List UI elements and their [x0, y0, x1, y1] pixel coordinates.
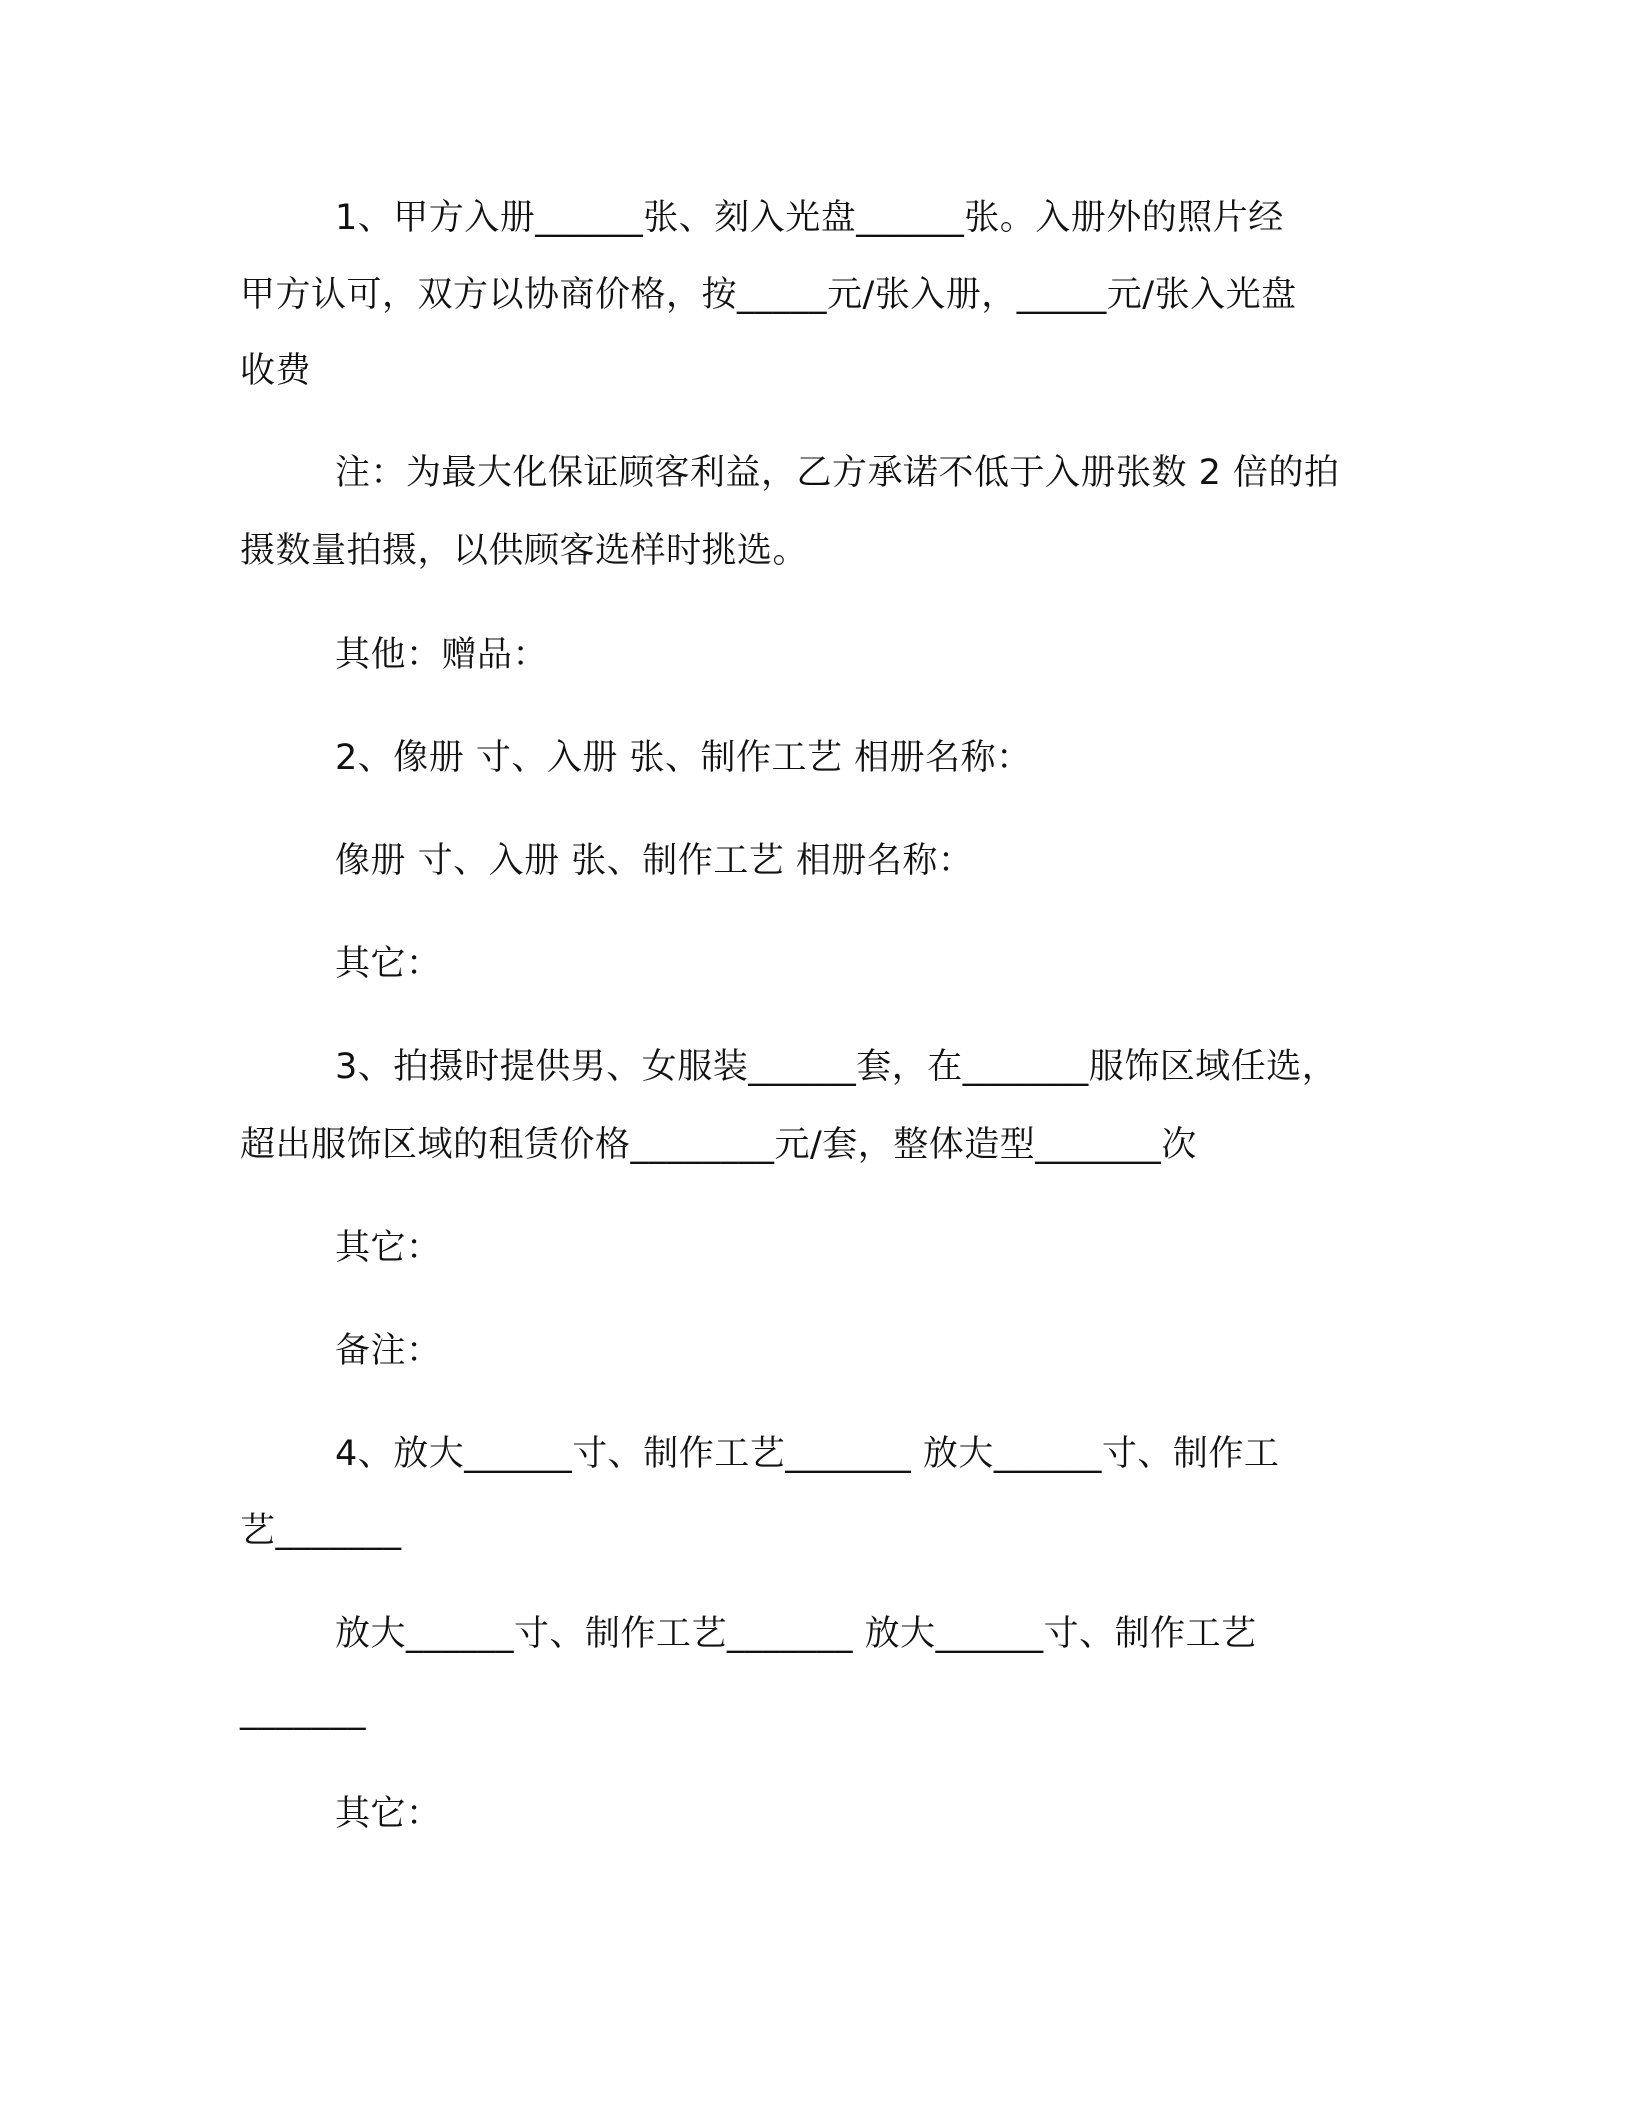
clause-1-line-3: 收费: [240, 351, 312, 391]
clause-4-line-4: _______: [240, 1691, 366, 1731]
clause-1-line-1: 1、甲方入册______张、刻入光盘______张。入册外的照片经: [335, 198, 1284, 238]
note-line-1: 注：为最大化保证顾客利益，乙方承诺不低于入册张数 2 倍的拍: [335, 453, 1340, 493]
clause-4-other: 其它：: [335, 1794, 442, 1834]
clause-4-line-2: 艺_______: [240, 1511, 402, 1551]
clause-4-line-3: 放大______寸、制作工艺_______ 放大______寸、制作工艺: [335, 1614, 1257, 1654]
note-line-2: 摄数量拍摄，以供顾客选样时挑选。: [240, 531, 809, 571]
clause-3-other: 其它：: [335, 1228, 442, 1268]
clause-1-line-2: 甲方认可，双方以协商价格，按_____元/张入册，_____元/张入光盘: [240, 275, 1297, 315]
clause-4-line-1: 4、放大______寸、制作工艺_______ 放大______寸、制作工: [335, 1434, 1280, 1474]
remarks-line: 备注：: [335, 1331, 442, 1371]
clause-3-line-2: 超出服饰区域的租赁价格________元/套，整体造型_______次: [240, 1125, 1197, 1165]
clause-2-line-1: 2、像册 寸、入册 张、制作工艺 相册名称：: [335, 738, 1032, 778]
gift-line: 其他：赠品：: [335, 635, 549, 675]
clause-2-line-2: 像册 寸、入册 张、制作工艺 相册名称：: [335, 841, 974, 881]
clause-3-line-1: 3、拍摄时提供男、女服装______套，在_______服饰区域任选，: [335, 1047, 1338, 1087]
clause-2-other: 其它：: [335, 944, 442, 984]
